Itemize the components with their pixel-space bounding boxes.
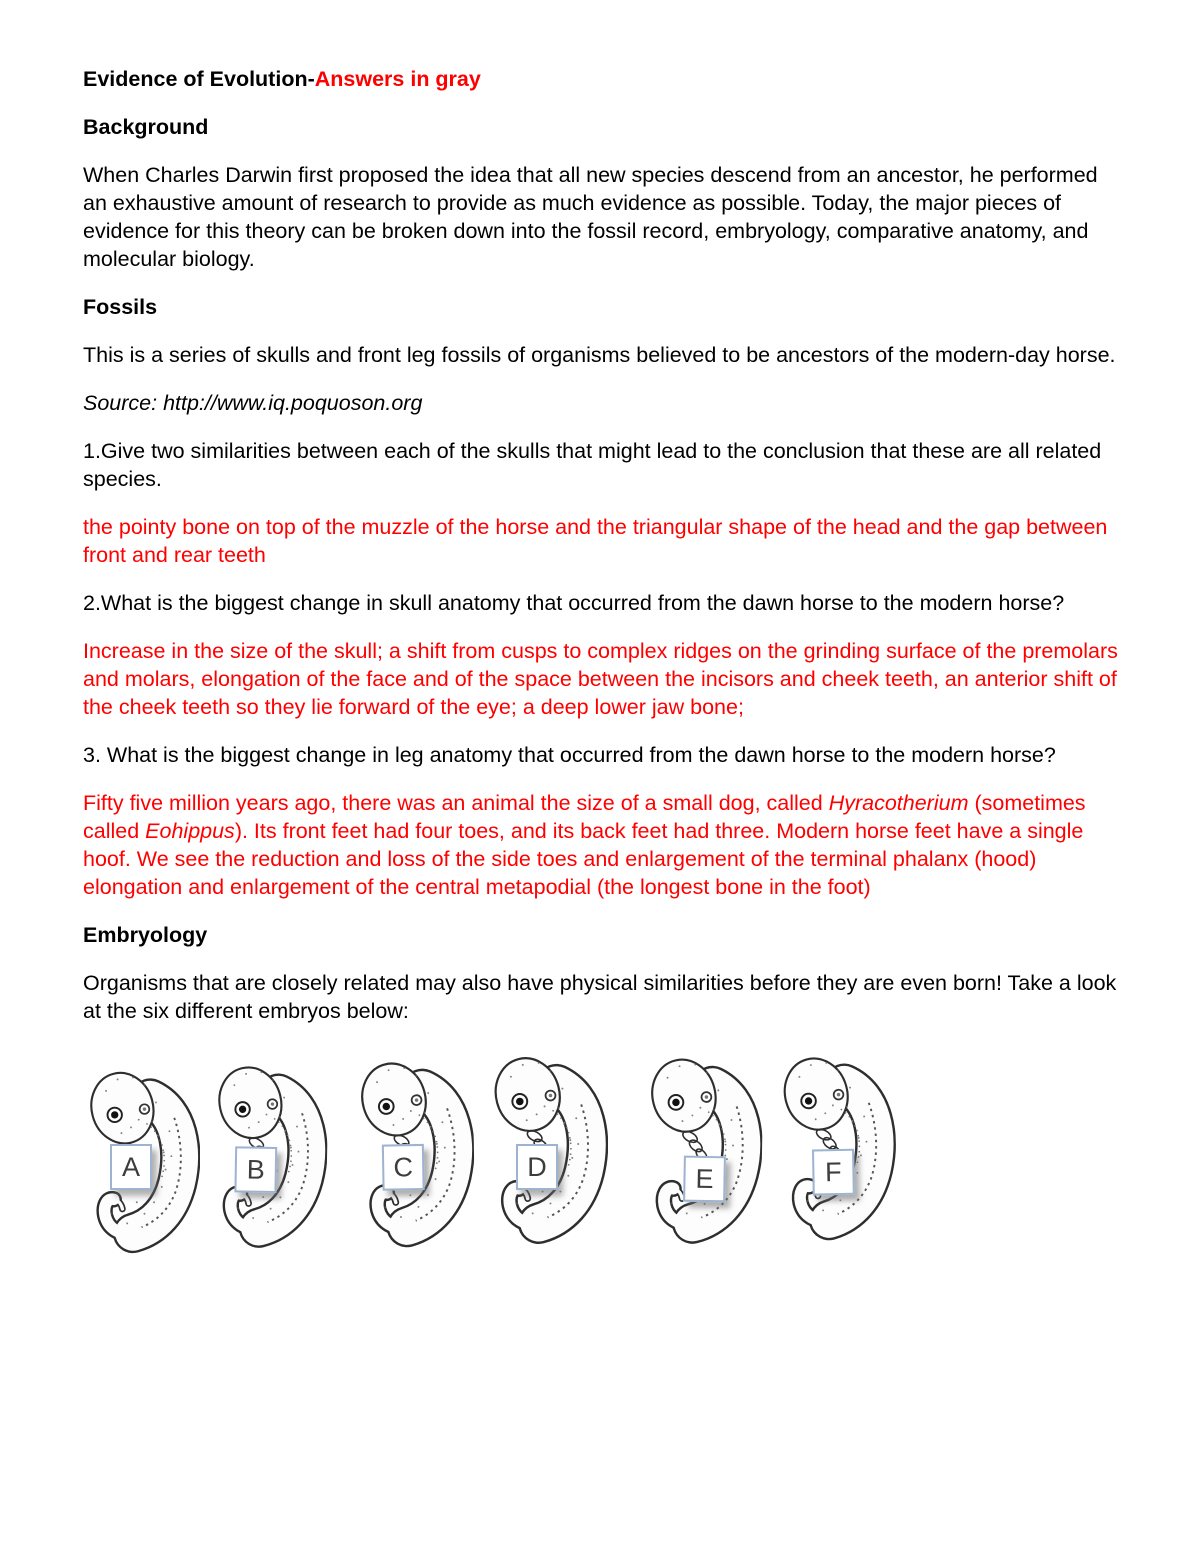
embryo-f [780,1048,901,1250]
doc-title-main: Evidence of Evolution- [83,67,315,91]
embryo-label-c: C [382,1144,425,1191]
embryo-label-a: A [110,1144,152,1190]
answer-3-text: ). Its front feet had four toes, and its back feet had three. Modern horse feet have a single hoof. We see the reduction and loss of the side toes and enlargement of the terminal phalanx (hood) elongation and enlargement of the central metapodial (the longest bone in the foot) [83,819,1084,899]
embryo-illustration [646,1050,763,1248]
embryo-label-e: E [683,1156,726,1203]
answer-3-text: Fifty five million years ago, there was an animal the size of a small dog, called [83,791,829,815]
embryo-d [492,1049,610,1249]
question-1: 1.Give two similarities between each of the skulls that might lead to the conclusion that these are all related species. [83,439,1102,491]
embryo-a [88,1064,206,1264]
para-embryology: Organisms that are closely related may also have physical similarities before they are even born! Take a look at the six different embryos below: [83,971,1117,1023]
heading-embryology: Embryology [83,923,208,947]
source-line: Source: http://www.iq.poquoson.org [83,391,423,415]
embryo-label-d: D [516,1144,558,1190]
question-3: 3. What is the biggest change in leg anatomy that occurred from the dawn horse to the modern horse? [83,743,1056,767]
answer-3 [83,789,1125,901]
heading-fossils: Fossils [83,295,158,319]
embryo-b [213,1058,334,1260]
para-background: When Charles Darwin first proposed the idea that all new species descend from an ancestor, he performed an exhaustive amount of research to provide as much evidence as possible. Today, the major pieces of evidence for this theory can be broken down into the fossil record, embryology, comparative anatomy, and molecular biology. [83,163,1098,271]
question-2: 2.What is the biggest change in skull anatomy that occurred from the dawn horse to the modern horse? [83,591,1065,615]
answer-2: Increase in the size of the skull; a shift from cusps to complex ridges on the grinding surface of the premolars and molars, elongation of the face and of the space between the incisors and cheek teeth, an anterior shift of the cheek teeth so they lie forward of the eye; a deep lower jaw bone; [83,639,1118,719]
answer-1: the pointy bone on top of the muzzle of the horse and the triangular shape of the head and the gap between front and rear teeth [83,515,1108,567]
title-answers-note: Answers in gray [314,67,481,91]
embryo-c [358,1053,479,1255]
embryo-figure [83,1049,1125,1299]
species-name-hyracotherium: Hyracotherium [828,791,969,815]
answer-3-text: (sometimes called [83,791,1086,843]
species-name-eohippus: Eohippus [145,819,235,843]
embryo-label-f: F [812,1149,855,1196]
para-fossils: This is a series of skulls and front leg fossils of organisms believed to be ancestors of the modern-day horse. [83,343,1116,367]
embryo-e [646,1050,767,1252]
heading-background: Background [83,115,209,139]
doc-title [83,65,1125,93]
embryo-illustration [780,1048,897,1244]
embryo-label-b: B [234,1146,277,1193]
